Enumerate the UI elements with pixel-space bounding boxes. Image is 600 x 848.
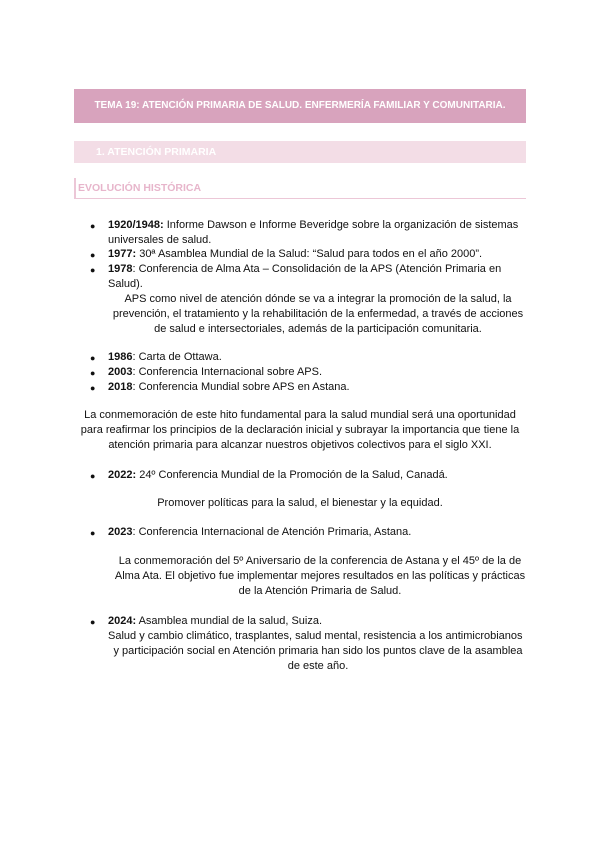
list-item: 2003: Conferencia Internacional sobre APS.	[108, 366, 323, 378]
list-item: 1986: Carta de Ottawa.	[108, 351, 222, 363]
note-line: prevención, el tratamiento y la rehabilitación de la enfermedad, a través de acciones	[112, 308, 524, 320]
paragraph-line: atención primaria para alcanzar nuestros objetivos colectivos para el siglo XXI.	[108, 439, 492, 451]
bullet-icon: ●	[90, 265, 96, 275]
note-line: de la Atención Primaria de Salud.	[238, 585, 402, 597]
bullet-icon: ●	[90, 471, 96, 481]
section-heading	[74, 141, 526, 163]
bullet-icon: ●	[90, 353, 96, 363]
bullet-icon: ●	[90, 368, 96, 378]
document-title: TEMA 19: ATENCIÓN PRIMARIA DE SALUD. ENFERMERÍA FAMILIAR Y COMUNITARIA.	[94, 100, 506, 111]
note-line: APS como nivel de atención dónde se va a integrar la promoción de la salud, la	[124, 293, 512, 305]
bullet-icon: ●	[90, 221, 96, 231]
bullet-icon: ●	[90, 383, 96, 393]
paragraph-line: para reafirmar los principios de la declaración inicial y subrayar la importancia que tiene la	[80, 424, 520, 436]
list-item: 2023: Conferencia Internacional de Atención Primaria, Astana.	[108, 526, 412, 538]
list-item: 2018: Conferencia Mundial sobre APS en Astana.	[108, 381, 350, 393]
document-title-banner	[74, 89, 526, 123]
bullet-icon: ●	[90, 617, 96, 627]
bullet-icon: ●	[90, 528, 96, 538]
list-item-continuation: Salud).	[108, 278, 143, 290]
list-item-continuation: universales de salud.	[108, 234, 212, 246]
paragraph-line: La conmemoración de este hito fundamental para la salud mundial será una oportunidad	[84, 409, 516, 421]
note-line: de salud e intersectoriales, además de la participación comunitaria.	[154, 323, 482, 335]
note-line: y participación social en Atención primaria han sido los puntos clave de la asamblea	[113, 645, 523, 657]
list-item: 1978: Conferencia de Alma Ata – Consolidación de la APS (Atención Primaria en	[108, 263, 502, 275]
list-item: 1920/1948: Informe Dawson e Informe Beveridge sobre la organización de sistemas	[108, 219, 519, 231]
note-line: Alma Ata. El objetivo fue implementar mejores resultados en las políticas y prácticas	[114, 570, 526, 582]
note-line: La conmemoración del 5º Aniversario de la conferencia de Astana y el 45º de la de	[118, 555, 522, 567]
note-line: Salud y cambio climático, trasplantes, salud mental, resistencia a los antimicrobianos	[108, 630, 523, 642]
section-title: 1. ATENCIÓN PRIMARIA	[96, 146, 217, 158]
note-line: de este año.	[287, 660, 349, 672]
subsection-heading	[74, 178, 526, 199]
bullet-icon: ●	[90, 250, 96, 260]
list-item: 1977: 30ª Asamblea Mundial de la Salud: “Salud para todos en el año 2000”.	[108, 248, 483, 260]
subsection-title: EVOLUCIÓN HISTÓRICA	[78, 182, 202, 194]
list-item: 2024: Asamblea mundial de la salud, Suiza.	[108, 615, 323, 627]
note-line: Promover políticas para la salud, el bienestar y la equidad.	[157, 497, 443, 509]
list-item: 2022: 24º Conferencia Mundial de la Promoción de la Salud, Canadá.	[108, 469, 448, 481]
